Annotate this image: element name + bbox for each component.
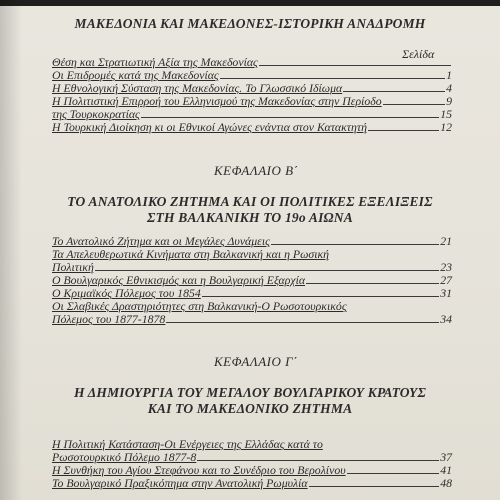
chapter-a-title: ΜΑΚΕΔΟΝΙΑ ΚΑΙ ΜΑΚΕΔΟΝΕΣ-ΙΣΤΟΡΙΚΗ ΑΝΑΔΡΟΜΗ xyxy=(74,16,426,31)
toc-entry-page: 9 xyxy=(446,94,452,108)
page-gutter-shadow xyxy=(0,0,22,500)
toc-entry-page: 34 xyxy=(440,312,452,326)
leader-dots xyxy=(383,95,445,105)
toc-entry-title: Η Εθνολογική Σύσταση της Μακεδονίας. Το Γλωσσικό Ιδίωμα xyxy=(52,81,343,95)
leader-dots xyxy=(309,477,440,487)
toc-entry-title-cont: Πολιτική xyxy=(52,260,94,274)
toc-entry-title: Θέση και Στρατιωτική Αξία της Μακεδονίας xyxy=(52,55,258,69)
toc-entry-title-cont: Ρωσοτουρκικό Πόλεμο 1877-8 xyxy=(52,450,197,464)
photo-top-edge xyxy=(0,0,500,6)
page-column-label: Σελίδα xyxy=(402,47,435,61)
toc-entry[interactable] xyxy=(52,477,452,490)
toc-entry-title: Τα Απελευθερωτικά Κινήματα στη Βαλκανική και η Ρωσική xyxy=(52,247,330,261)
leader-dots xyxy=(343,82,445,92)
toc-entry-title: Η Συνθήκη του Αγίου Στεφάνου και το Συνέδριο του Βερολίνου xyxy=(52,463,346,477)
toc-entry-title: Η Πολιτιστική Επιρροή του Ελληνισμού της Μακεδονίας στην Περίοδο xyxy=(52,94,382,108)
toc-entry[interactable] xyxy=(52,300,452,326)
chapter-a-toc xyxy=(52,56,452,134)
toc-entry-page: 4 xyxy=(446,81,452,95)
toc-entry-title: Ο Κριμαϊκός Πόλεμος του 1854 xyxy=(52,286,201,300)
leader-dots xyxy=(95,261,439,271)
chapter-b-label: ΚΕΦΑΛΑΙΟ Β΄ xyxy=(214,163,299,178)
leader-dots xyxy=(202,287,439,297)
toc-entry-page: 41 xyxy=(440,463,452,477)
leader-dots xyxy=(347,464,440,474)
toc-entry-title: Το Βουλγαρικό Πραξικόπημα στην Ανατολική Ρωμυλία xyxy=(52,476,308,490)
toc-entry-page: 27 xyxy=(440,273,452,287)
leader-dots xyxy=(306,274,439,284)
chapter-c-title-line-1: Η ΔΗΜΙΟΥΡΓΙΑ ΤΟΥ ΜΕΓΑΛΟΥ ΒΟΥΛΓΑΡΙΚΟΥ ΚΡΑΤΟΥΣ xyxy=(73,385,427,400)
toc-entry[interactable] xyxy=(52,438,452,464)
toc-entry-page: 48 xyxy=(440,476,452,490)
toc-entry-title: Η Πολιτική Κατάσταση-Οι Ενέργειες της Ελλάδας κατά το xyxy=(52,437,323,451)
leader-dots xyxy=(259,56,451,66)
toc-entry-title-cont: Πόλεμος του 1877-1878 xyxy=(52,312,166,326)
chapter-c-toc xyxy=(52,438,452,490)
chapter-c-title-line-2: ΚΑΙ ΤΟ ΜΑΚΕΔΟΝΙΚΟ ΖΗΤΗΜΑ xyxy=(147,401,353,416)
chapter-c-label: ΚΕΦΑΛΑΙΟ Γ΄ xyxy=(214,354,298,369)
toc-entry-page: 15 xyxy=(440,107,452,121)
toc-entry[interactable] xyxy=(52,121,452,134)
toc-entry-page: 12 xyxy=(440,120,452,134)
leader-dots xyxy=(197,451,439,461)
leader-dots xyxy=(166,313,439,323)
toc-entry-title: Ο Βουλγαρικός Εθνικισμός και η Βουλγαρική Εξαρχία xyxy=(52,273,306,287)
toc-entry-page: 1 xyxy=(446,68,452,82)
toc-entry-title: Οι Σλαβικές Δραστηριότητες στη Βαλκανική-Ο Ρωσοτουρκικός xyxy=(52,299,347,313)
toc-entry-page: 31 xyxy=(440,286,452,300)
toc-entry-page: 21 xyxy=(440,234,452,248)
toc-entry-title-cont: της Τουρκοκρατίας xyxy=(52,107,140,121)
leader-dots xyxy=(271,235,439,245)
toc-entry[interactable] xyxy=(52,95,452,121)
toc-entry-title: Η Τουρκική Διοίκηση κι οι Εθνικοί Αγώνες ενάντια στον Κατακτητή xyxy=(52,120,367,134)
toc-entry-page: 37 xyxy=(440,450,452,464)
chapter-b-toc xyxy=(52,235,452,326)
leader-dots xyxy=(368,121,439,131)
toc-entry-title: Το Ανατολικό Ζήτημα και οι Μεγάλες Δυνάμεις xyxy=(52,234,270,248)
chapter-b-title-line-1: ΤΟ ΑΝΑΤΟΛΙΚΟ ΖΗΤΗΜΑ ΚΑΙ ΟΙ ΠΟΛΙΤΙΚΕΣ ΕΞΕΛΙΞΕΙΣ xyxy=(67,194,433,209)
leader-dots xyxy=(220,69,445,79)
toc-entry-page: 23 xyxy=(440,260,452,274)
leader-dots xyxy=(141,108,439,118)
toc-entry[interactable] xyxy=(52,248,452,274)
chapter-b-title-line-2: ΣΤΗ ΒΑΛΚΑΝΙΚΗ ΤΟ 19ο ΑΙΩΝΑ xyxy=(147,210,353,225)
toc-entry-title: Οι Επιδρομές κατά της Μακεδονίας xyxy=(52,68,219,82)
